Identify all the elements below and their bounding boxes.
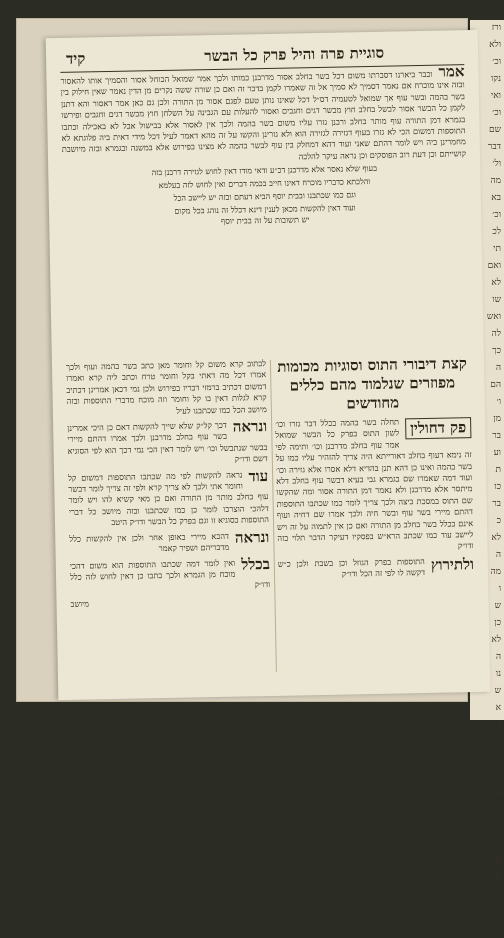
facing-page-fragment: ו (498, 805, 501, 815)
facing-page-fragment: נו (495, 669, 501, 679)
facing-page-fragment: ול׳ (492, 159, 501, 169)
facing-page-fragment: כן (494, 618, 501, 628)
facing-page-fragment: ו׳ (496, 397, 501, 407)
facing-page-fragment: ו (498, 737, 501, 747)
left-text-4: ואין לומר דמה שכתבו התוספות הוא משום דהכי מוכח מן הגמרא ולכך כתבו כן דאין לחוש לזה כלל ודו״ק (69, 557, 271, 590)
facing-page-fragment: נ (498, 720, 501, 730)
lower-heading: ולתירוץ (430, 554, 475, 574)
left-text-3: דהכא מיירי באופן אחר ולכן אין להקשות כלל מדבריהם ושפיר קאמר (69, 530, 230, 554)
facing-page-fragment: לה (491, 329, 501, 339)
left-text-1: דכך קל״ק שלא שייך להקשות דאם כן היכי אמרינן בשר עוף בחלב מדרבנן ולכך אמרו דהתם מיירי בבשר שנתבשל וכו׳ ויש לומר דאין הכי נמי דכך הוא לפי הסוגיא דשם ודו״ק (67, 419, 268, 464)
facing-page-fragment: דבר (487, 142, 501, 152)
facing-page-fragment: לא (491, 278, 501, 288)
facing-page-fragment: ואש (486, 312, 501, 322)
facing-page-fragment: וכ׳ (492, 57, 501, 67)
facing-page-fragment: ו (498, 771, 501, 781)
left-heading-1: ונראה (232, 417, 268, 436)
facing-page-fragment: בא (491, 193, 501, 203)
tail-line: בעוף שלא נאסר אלא מדרבנן דכ״ע ודאי מודו דאין לחוש לגזירה דרבנן בזה (151, 164, 378, 178)
facing-page-fragment: ה (495, 652, 501, 662)
top-commentary-text: וכבר ביארנו דסברתו משום דכל בשר בחלב אסור מדרבנן כמותו ולכך אמר שמואל הכוחל אסור והסמיך אותו להאסור ובזה אינו מוכרח אם נאמר דסמיך לא סמיך אל זה שאמרו לקמן בדבר זה ואם כן שורה ששה נקרים מן הדין נאמר שאין חילוק בין בשר בהמה ובשר עוף אך שמואל לטעמיה דס״ל דכל שאינו נותן טעם לפגם אסור מן התורה ולכן גם כאן אמר דאסור והא דתנן לקמן כל הבשר אסור לבשל בחלב חוץ מבשר דגים וחגבים ואסור להעלות עם הגבינה על השלחן חוץ מבשר דגים וחגבים ופירשו בגמרא דמן התורה עוף מותר בחלב ורבנן גזרו עליו משום בשר בהמה ולכך אין לאסור אלא בבישול אבל לא באכילה וכתבו התוספות דמשום הכי לא גזרו בעוף דגזירה לגזירה הוא ולא גזרינן והקשו על זה מהא דאמר לעיל דכל מידי דאית ביה פלוגתא לא מחמרינן ביה ויש לומר דהתם שאני ועוד דהא דמחלק בין עוף לבשר בהמה לא מצינו בפירוש אלא במשנה ובגמרא ובזה מיושבת קושייתם וכן דעת רוב הפוסקים וכן נראה עיקר להלכה (60, 68, 467, 162)
facing-page-fragment: וכ׳ (492, 210, 501, 220)
running-head (60, 40, 464, 73)
tail-line: והלכתא כדבריו מוכרח דאינו חייב בכמה דברים ואין לחוש לזה בעלמא (158, 177, 371, 191)
facing-page-fragment: כו (494, 482, 501, 492)
facing-page-fragment: ב (496, 754, 501, 764)
facing-page-fragment: שם (489, 125, 501, 135)
facing-page-fragment: בר (492, 499, 501, 509)
tail-line: וגם כמו שכתבנו ובבית יוסף הביא דעתם ובזה יש ליישב הכל (173, 190, 356, 204)
boxed-heading: פק דחולין (405, 417, 472, 439)
facing-page-fragment: ו (498, 907, 501, 917)
facing-page-fragment: נקו (490, 74, 501, 84)
facing-page-fragment: א (495, 703, 501, 713)
facing-page-fragment: ש (494, 601, 501, 611)
facing-page-fragment: שו (492, 295, 501, 305)
left-text-2: נראה להקשות לפי מה שכתבו התוספות דמשום קל וחומר אתי ולכך לא צריך קרא ולפי זה צריך לומר דבשר עוף בחלב מותר מן התורה ואם כן מאי קשיא להו ויש לומר דלהכי הוצרכו לומר כן כמו שכתבנו ובזה מיושב כל דברי התוספות בסוגיא זו וגם בפרק כל הבשר ודו״ק היטב (68, 469, 270, 528)
facing-page-fragment: ה (495, 550, 501, 560)
left-opening-text: לבתוב קרא משום קל וחומר מאן כתב בשר בהמה ועוף ולכך אמרו דכל מה דאתי בקל וחומר טרח וכתב ליה קרא ואמרו דמשום דכתיב ברמזי דבריו בפירוש ולכן נמי דכאן אמרינן דכתיב קרא לגלות דאין בו קל וחומר וזה מוכח מדברי התוספות ובזה מיושב הכל כמו שכתבנו לעיל (65, 358, 267, 416)
facing-page-fragment: ורז (491, 23, 501, 33)
facing-page-fragment: א (495, 788, 501, 798)
book-page (46, 30, 491, 700)
facing-page-fragment: ואם (487, 261, 501, 271)
facing-page-fragment: ולא (489, 40, 501, 50)
facing-page-fragment: הם (490, 380, 501, 390)
right-column-text: תחלה בשר בהמה בכלל דבר גזרו וכו׳ לשון התוס בפרק כל הבשר שמואל אמר עוף בחלב מדרבנן וכו׳ ותימה לפי זה נימא דעוף בחלב דאורייתא היה צריך להזהיר עליו כמו על בשר בהמה ואינו כן דהא תנן בהדיא דלא אסרו אלא גזירה וכו׳ ועוד דמה שאמרו שם בגמרא גבי בעיא דבשר עוף בחלב דלא מיתסר אלא מדרבנן ולא נאמר דמן התורה אסור ומה שהקשו שם התוס במסכת ביצה ולכך צריך לומר כמו שכתבו התוספות דהתם מיירי בשר עוף ובשר חיה ולכך אמרו שם דחיה ועוף אינם בכלל בשר בחלב מן התורה ואם כן אין לתמוה על זה ויש ליישב עוד כמו שכתב הרא״ש בפסקיו דעיקר הדבר תלוי בזה ודו״ק (275, 416, 474, 551)
top-commentary-block (60, 62, 469, 354)
page-title: סוגיית פרה והיל פרק כל הבשר (204, 43, 385, 66)
section-title: קצת דיבורי התוס וסוגיות מכומות מפוזרים שנלמוד מהם כללים מחודשים (277, 354, 467, 413)
facing-page-fragment: לכ (492, 227, 501, 237)
facing-page-fragment: ואי (490, 91, 501, 101)
facing-page-fragment: בר (492, 431, 501, 441)
facing-page-fragment: וע (493, 448, 501, 458)
facing-page-fragment: ת (495, 465, 501, 475)
catchword: מיושב (70, 599, 90, 609)
tail-closing-line: יש תשובות על זה בבית יוסף (220, 214, 310, 227)
facing-page-fragment: מה (490, 567, 501, 577)
facing-page-fragment: ו (498, 584, 501, 594)
facing-page-fragment: ב (496, 822, 501, 832)
facing-page-fragment: ה (495, 873, 501, 883)
left-text-column (66, 358, 272, 680)
left-heading-3: ונראה (234, 527, 270, 547)
facing-page-fragment: ה (495, 363, 501, 373)
facing-page-fragment: תי (493, 244, 501, 254)
facing-page-fragment: כ (496, 516, 501, 526)
facing-page-fragment: וכ׳ (492, 108, 501, 118)
facing-page-fragment: לא (491, 533, 501, 543)
tail-line: ועוד דאין להקשות מכאן לענין דינא דכלל זה נוהג בכל מקום (174, 203, 356, 217)
left-heading-4: בכלל (241, 554, 270, 574)
facing-page-fragment: ב (496, 924, 501, 934)
folio-number: קיד (65, 49, 86, 68)
facing-page-fragment: מה (490, 176, 501, 186)
facing-page-fragment: כך (492, 346, 501, 356)
right-column-lower-text: התוספות בפרק הגוזל וכן בשבת ולכן כ״ש דקשה לו לפי זה הכל ודו״ק (277, 555, 426, 579)
facing-page-fragment: מ (495, 856, 501, 866)
right-text-column (274, 354, 476, 676)
lead-word: אמר (438, 62, 465, 81)
facing-page-fragment: מן (493, 414, 501, 424)
facing-page-fragment: לא (491, 635, 501, 645)
facing-page-fragment: ש (494, 686, 501, 696)
left-heading-2: עוד (248, 466, 269, 486)
facing-page-fragment: ש (494, 890, 501, 900)
facing-page-fragment: ב (496, 839, 501, 849)
